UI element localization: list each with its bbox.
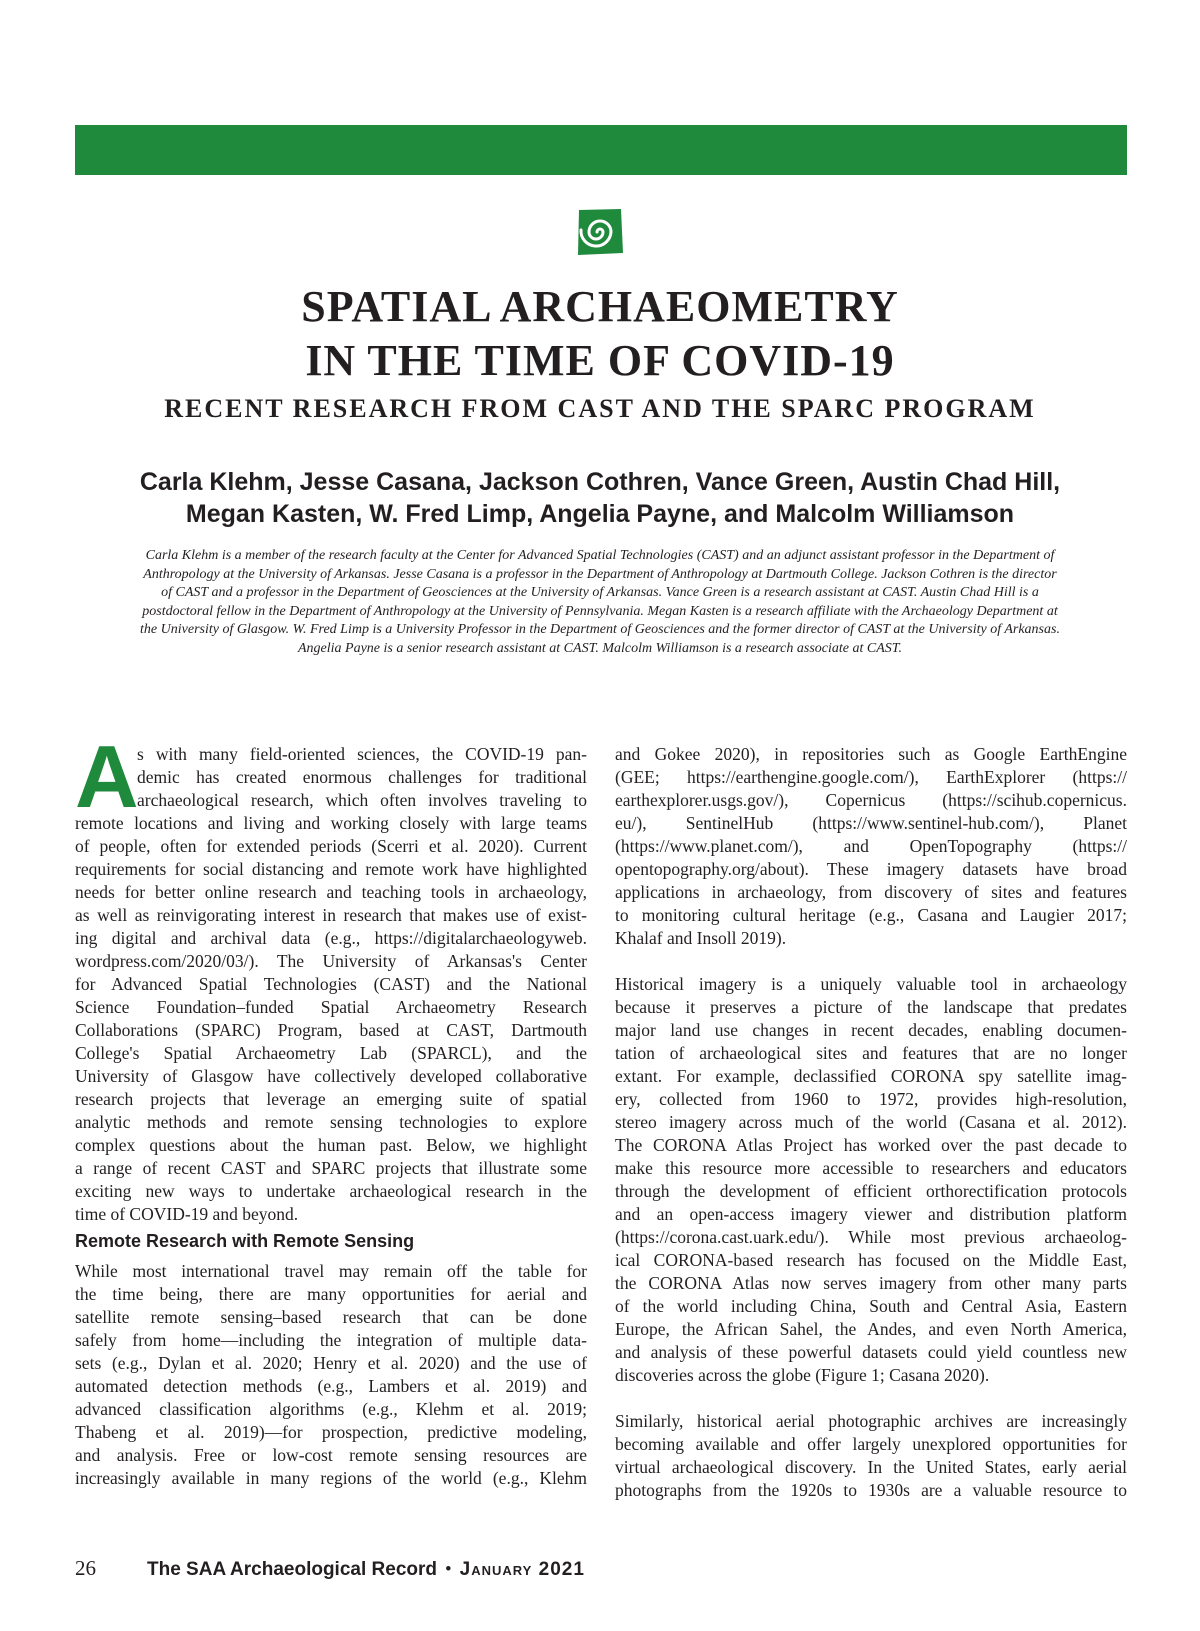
section-heading: Remote Research with Remote Sensing (75, 1231, 415, 1251)
text-line: opentopography.org/about). These imagery datasets have broad (615, 859, 1127, 879)
text-line: Collaborations (SPARC) Program, based at CAST, Dartmouth (75, 1020, 587, 1040)
paragraph-aerial-archives (615, 1410, 1127, 1502)
bio-line: of CAST and a professor in the Department of Geosciences at the University of Arkansas. Vance Green is a research assistant at CAST. Austin Chad Hill is a (161, 585, 1039, 600)
paragraph-repositories (615, 743, 1127, 950)
text-line: Historical imagery is a uniquely valuable tool in archaeology (615, 974, 1127, 994)
text-line: to monitoring cultural heritage (e.g., Casana and Laugier 2017; (615, 905, 1127, 925)
journal-name: The SAA Archaeological Record (147, 1559, 437, 1580)
body-column-right (615, 743, 1127, 1502)
text-line: photographs from the 1920s to 1930s are a valuable resource to (615, 1480, 1127, 1500)
drop-cap: A (75, 727, 139, 826)
text-line: for Advanced Spatial Technologies (CAST) and the National (75, 974, 587, 994)
text-line: Khalaf and Insoll 2019). (615, 928, 787, 948)
text-line: discoveries across the globe (Figure 1; Casana 2020). (615, 1365, 990, 1385)
text-line: wordpress.com/2020/03/). The University of Arkansas's Center (75, 951, 587, 971)
text-line: as well as reinvigorating interest in research that makes use of exist- (75, 905, 587, 925)
text-line: applications in archaeology, from discovery of sites and features (615, 882, 1127, 902)
text-line: Europe, the African Sahel, the Andes, and even North America, (615, 1319, 1127, 1339)
text-line: stereo imagery across much of the world (Casana et al. 2012). (615, 1112, 1127, 1132)
text-line: s with many field-oriented sciences, the COVID-19 pan- (137, 744, 587, 764)
text-line: demic has created enormous challenges for traditional (137, 767, 587, 787)
text-line: analytic methods and remote sensing technologies to explore (75, 1112, 587, 1132)
text-line: satellite remote sensing–based research that can be done (75, 1307, 587, 1327)
text-line: the CORONA Atlas now serves imagery from other many parts (615, 1273, 1127, 1293)
text-line: and Gokee 2020), in repositories such as Google EarthEngine (615, 744, 1127, 764)
text-line: Similarly, historical aerial photographic archives are increasingly (615, 1411, 1127, 1431)
text-line: of people, often for extended periods (Scerri et al. 2020). Current (75, 836, 587, 856)
page-footer (75, 1553, 585, 1583)
text-line: ing digital and archival data (e.g., https://digitalarchaeologyweb. (75, 928, 587, 948)
text-line: (https://www.planet.com/), and OpenTopography (https:// (615, 836, 1127, 856)
text-line: a range of recent CAST and SPARC projects that illustrate some (75, 1158, 587, 1178)
paragraph-historical-imagery (615, 973, 1127, 1387)
text-line: earthexplorer.usgs.gov/), Copernicus (https://scihub.copernicus. (615, 790, 1127, 810)
text-line: and an open-access imagery viewer and distribution platform (615, 1204, 1127, 1224)
text-line: needs for better online research and teaching tools in archaeology, (75, 882, 587, 902)
text-line: make this resource more accessible to researchers and educators (615, 1158, 1127, 1178)
text-line: becoming available and offer largely unexplored opportunities for (615, 1434, 1127, 1454)
text-line: The CORONA Atlas Project has worked over the past decade to (615, 1135, 1127, 1155)
bio-line: the University of Glasgow. W. Fred Limp is a University Professor in the Department of Geosciences and the former director of CAST at the University of Arkansas. (140, 622, 1060, 637)
text-line: archaeological research, which often involves traveling to (137, 790, 587, 810)
text-line: eu/), SentinelHub (https://www.sentinel-hub.com/), Planet (615, 813, 1127, 833)
text-line: University of Glasgow have collectively developed collaborative (75, 1066, 587, 1086)
text-line: extant. For example, declassified CORONA spy satellite imag- (615, 1066, 1127, 1086)
issue-date: January 2021 (459, 1559, 585, 1580)
bio-line: postdoctoral fellow in the Department of Anthropology at the University of Pennsylvania. Megan Kasten is a research affiliate with the Archaeology Department at (142, 603, 1058, 619)
spiral-logo-icon (574, 206, 626, 258)
article-title-line-2: IN THE TIME OF COVID-19 (305, 336, 895, 385)
text-line: ical CORONA-based research has focused on the Middle East, (615, 1250, 1127, 1270)
text-line: because it preserves a picture of the landscape that predates (615, 997, 1127, 1017)
text-line: requirements for social distancing and remote work have highlighted (75, 859, 587, 879)
bio-line: Angelia Payne is a senior research assistant at CAST. Malcolm Williamson is a research associate at CAST. (297, 640, 903, 656)
text-line: increasingly available in many regions of the world (e.g., Klehm (75, 1468, 587, 1488)
text-line: research projects that leverage an emerging suite of spatial (75, 1089, 587, 1109)
text-line: While most international travel may remain off the table for (75, 1261, 587, 1281)
text-line: safely from home—including the integration of multiple data- (75, 1330, 587, 1350)
text-line: through the development of efficient orthorectification protocols (615, 1181, 1127, 1201)
body-column-left (75, 727, 587, 1490)
text-line: tation of archaeological sites and features that are no longer (615, 1043, 1127, 1063)
header-accent-bar (75, 125, 1127, 175)
text-line: Thabeng et al. 2019)—for prospection, predictive modeling, (75, 1422, 587, 1442)
text-line: the time being, there are many opportunities for aerial and (75, 1284, 587, 1304)
text-line: sets (e.g., Dylan et al. 2020; Henry et al. 2020) and the use of (75, 1353, 587, 1373)
text-line: College's Spatial Archaeometry Lab (SPARCL), and the (75, 1043, 587, 1063)
text-line: exciting new ways to undertake archaeological research in the (75, 1181, 587, 1201)
text-line: complex questions about the human past. Below, we highlight (75, 1135, 587, 1155)
page-number: 26 (75, 1556, 96, 1580)
author-list-line-2: Megan Kasten, W. Fred Limp, Angelia Payne, and Malcolm Williamson (185, 500, 1015, 528)
article-title-line-1: SPATIAL ARCHAEOMETRY (301, 282, 899, 331)
article-subtitle: RECENT RESEARCH FROM CAST AND THE SPARC PROGRAM (164, 394, 1036, 423)
author-list-line-1: Carla Klehm, Jesse Casana, Jackson Cothren, Vance Green, Austin Chad Hill, (139, 468, 1061, 496)
text-line: ery, collected from 1960 to 1972, provides high-resolution, (615, 1089, 1127, 1109)
text-line: of the world including China, South and Central Asia, Eastern (615, 1296, 1127, 1316)
paragraph-remote-sensing (75, 1260, 587, 1490)
text-line: automated detection methods (e.g., Lambers et al. 2019) and (75, 1376, 587, 1396)
author-bios (85, 547, 1115, 658)
text-line: advanced classification algorithms (e.g., Klehm et al. 2019; (75, 1399, 587, 1419)
text-line: remote locations and living and working closely with large teams (75, 813, 587, 833)
bio-line: Carla Klehm is a member of the research faculty at the Center for Advanced Spatial Technologies (CAST) and an adjunct assistant professor in the Department of (145, 548, 1055, 563)
footer-bullet: • (445, 1559, 452, 1580)
text-line: major land use changes in recent decades, enabling documen- (615, 1020, 1127, 1040)
paragraph-intro (75, 727, 587, 1226)
text-line: (GEE; https://earthengine.google.com/), EarthExplorer (https:// (615, 767, 1127, 787)
text-line: (https://corona.cast.uark.edu/). While most previous archaeolog- (615, 1227, 1127, 1247)
text-line: and analysis. Free or low-cost remote sensing resources are (75, 1445, 587, 1465)
text-line: time of COVID-19 and beyond. (75, 1204, 299, 1224)
text-line: virtual archaeological discovery. In the United States, early aerial (615, 1457, 1127, 1477)
text-line: and analysis of these powerful datasets could yield countless new (615, 1342, 1127, 1362)
bio-line: Anthropology at the University of Arkansas. Jesse Casana is a professor in the Department of Anthropology at Dartmouth College. Jackson Cothren is the director (143, 566, 1057, 582)
text-line: Science Foundation–funded Spatial Archaeometry Research (75, 997, 587, 1017)
